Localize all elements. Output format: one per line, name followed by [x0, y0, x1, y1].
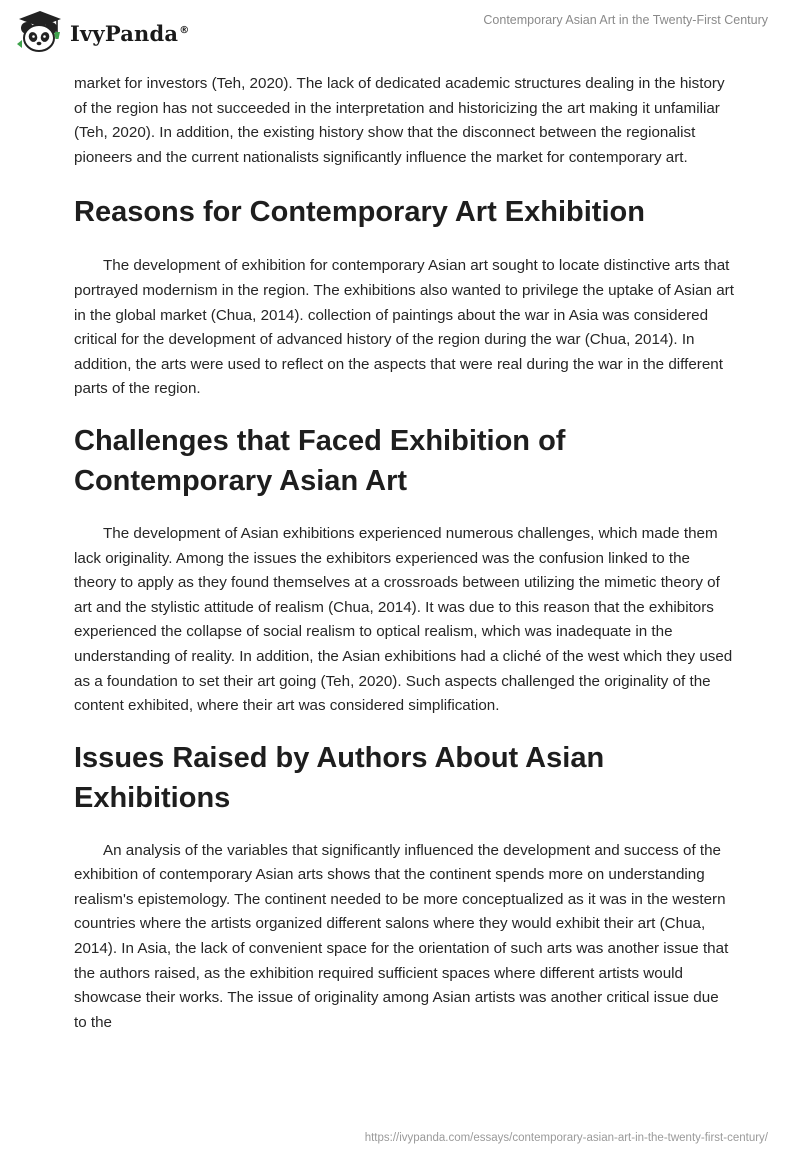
article-body	[74, 72, 734, 1035]
document-title: Contemporary Asian Art in the Twenty-First Century	[483, 13, 768, 27]
intro-paragraph: market for investors (Teh, 2020). The lack of dedicated academic structures dealing in the history of the region has not succeeded in the interpretation and historicizing the art making it unfamiliar (Teh, 2020). In addition, the existing history show that the disconnect between the regionalist pioneers and the current nationalists significantly influence the market for contemporary art.	[74, 75, 725, 166]
panda-graduation-cap-icon	[14, 10, 66, 54]
section-paragraph-issues: An analysis of the variables that significantly influenced the development and success of the exhibition of contemporary Asian arts shows that the continent spends more on understanding realism's epistemology. The continent needed to be more conceptualized as it was in the western countries where the artists organized different salons where they would exhibit their art (Chua, 2014). In Asia, the lack of convenient space for the orientation of such arts was another issue that the authors raised, as the exhibition required sufficient spaces where different artists would showcase their works. The issue of originality among Asian artists was another critical issue due to the	[74, 841, 729, 1031]
brand-logo[interactable]	[14, 10, 189, 54]
section-heading-reasons: Reasons for Contemporary Art Exhibition	[74, 196, 645, 229]
section-heading-challenges: Challenges that Faced Exhibition of Contemporary Asian Art	[74, 424, 566, 497]
section-paragraph-reasons: The development of exhibition for contemporary Asian art sought to locate distinctive arts that portrayed modernism in the region. The exhibitions also wanted to privilege the uptake of Asian art in the global market (Chua, 2014). collection of paintings about the war in Asia was considered critical for the development of advanced history of the region during the war (Chua, 2014). In addition, the arts were used to reflect on the aspects that were real during the war in the different parts of the region.	[74, 257, 734, 398]
registered-mark: ®	[179, 24, 190, 36]
section-paragraph-challenges: The development of Asian exhibitions experienced numerous challenges, which made them lack originality. Among the issues the exhibitors experienced was the confusion linked to the theory to apply as they found themselves at a crossroads between utilizing the mimetic theory of art and the stylistic attitude of realism (Chua, 2014). It was due to this reason that the exhibitors experienced the collapse of social realism to optical realism, which was inadequate in the understanding of reality. In addition, the Asian exhibitions had a cliché of the west which they used as a foundation to set their art going (Teh, 2020). Such aspects challenged the originality of the content exhibited, where their art was considered simplification.	[74, 524, 733, 715]
brand-name: IvyPanda®	[70, 20, 190, 46]
section-heading-issues: Issues Raised by Authors About Asian Exhibitions	[74, 741, 605, 814]
source-url[interactable]: https://ivypanda.com/essays/contemporary-asian-art-in-the-twenty-first-century/	[364, 1132, 768, 1144]
page-header	[0, 0, 800, 62]
